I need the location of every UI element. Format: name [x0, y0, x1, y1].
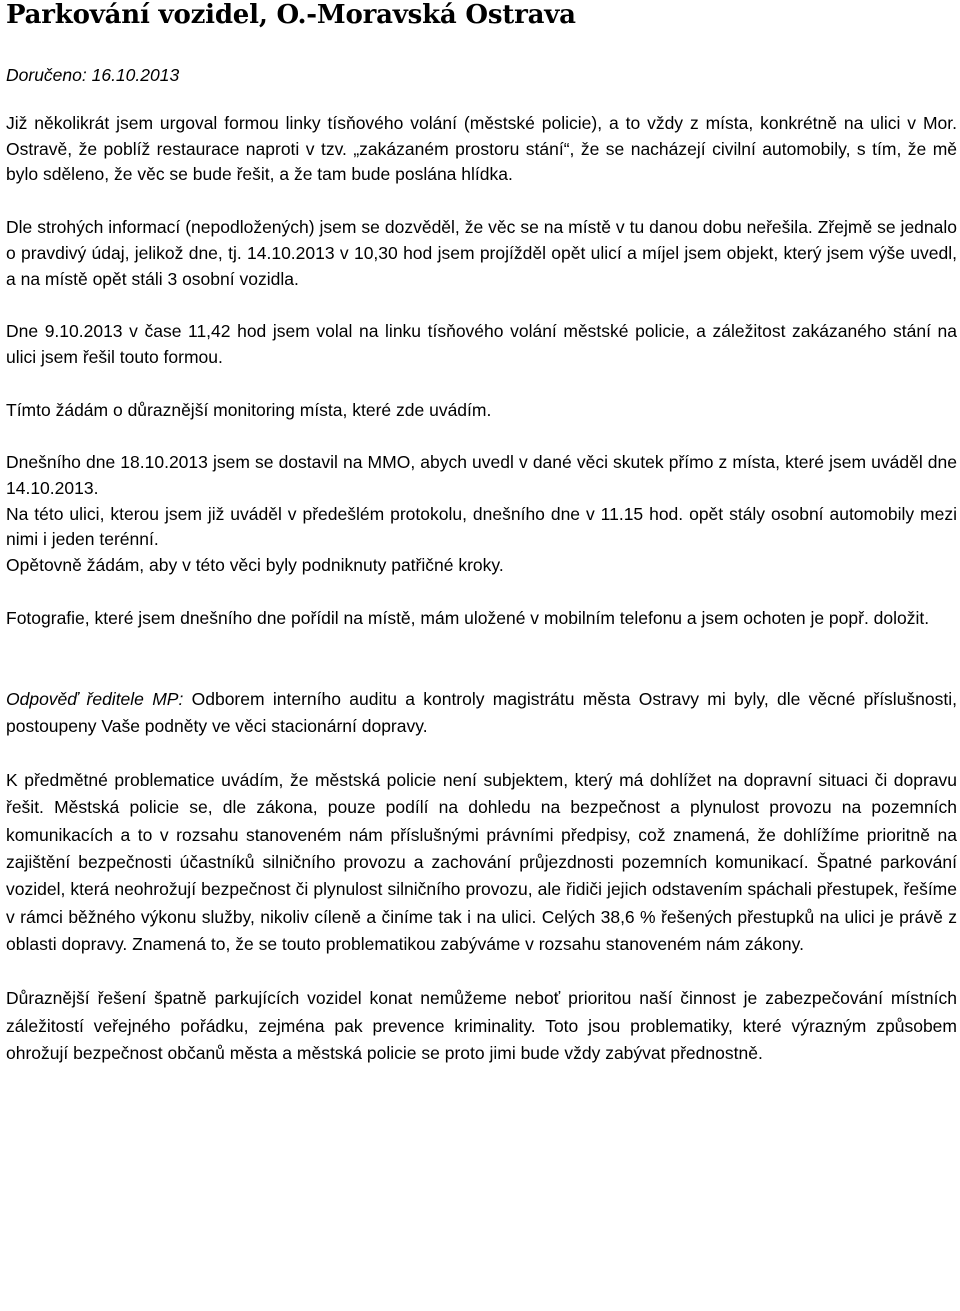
response-paragraph-3: Důraznější řešení špatně parkujících vozidel konat nemůžeme neboť prioritou naší činnost je zabezpečování místních záležitostí veřejného pořádku, zejména pak prevence kriminality. Toto jsou problematiky, které výrazným způsobem ohrožují bezpečnost občanů města a městská policie se proto jimi bude vždy zabývat přednostně. — [6, 988, 957, 1063]
delivered-date: Doručeno: 16.10.2013 — [6, 65, 180, 85]
document-title: Parkování vozidel, O.-Moravská Ostrava — [6, 0, 576, 30]
complaint-paragraph-6: Na této ulici, kterou jsem již uváděl v předešlém protokolu, dnešního dne v 11.15 hod. opět stály osobní automobily mezi nimi i jeden terénní. — [6, 503, 957, 550]
response-paragraph-1 — [6, 686, 957, 741]
response-paragraph-2: K předmětné problematice uvádím, že městská policie není subjektem, který má dohlížet na dopravní situaci či dopravu řešit. Městská policie se, dle zákona, pouze podílí na dohledu na bezpečnost a plynulost provozu na pozemních komunikacích a to v rozsahu stanoveném nám příslušnými právními předpisy, což znamená, že dohlížíme prioritně na zajištění bezpečnosti účastníků silničního provozu a zachování průjezdnosti pozemních komunikací. Špatné parkování vozidel, která neohrožují bezpečnost či plynulost silničního provozu, ale řidiči jejich odstavením spáchali přestupek, řešíme v rámci běžného výkonu služby, nikoliv cíleně a činíme tak i na ulici. Celých 38,6 % řešených přestupků na ulici je právě z oblasti dopravy. Znamená to, že se touto problematikou zabýváme v rozsahu stanoveném nám zákony. — [6, 770, 957, 954]
complaint-paragraph-3: Dne 9.10.2013 v čase 11,42 hod jsem volal na linku tísňového volání městské policie, a záležitost zakázaného stání na ulici jsem řešil touto formou. — [6, 321, 957, 367]
complaint-paragraph-8: Fotografie, které jsem dnešního dne pořídil na místě, mám uložené v mobilním telefonu a jsem ochoten je popř. doložit. — [6, 607, 930, 628]
complaint-paragraph-1: Již několikrát jsem urgoval formou linky tísňového volání (městské policie), a to vždy z místa, konkrétně na ulici v Mor. Ostravě, že poblíž restaurace naproti v tzv. „zakázaném prostoru stání“, že se nacházejí civilní automobily, s tím, že mě bylo sděleno, že věc se bude řešit, a že tam bude poslána hlídka. — [6, 113, 957, 185]
response-section — [6, 686, 957, 1068]
complaint-paragraph-4: Tímto žádám o důraznější monitoring místa, které zde uvádím. — [6, 399, 492, 420]
response-lead: Odpověď ředitele MP: — [6, 688, 184, 709]
complaint-section — [6, 111, 957, 632]
complaint-paragraph-5: Dnešního dne 18.10.2013 jsem se dostavil na MMO, abych uvedl v dané věci skutek přímo z místa, které jsem uváděl dne 14.10.2013. — [6, 452, 957, 499]
complaint-paragraph-7: Opětovně žádám, aby v této věci byly podniknuty patřičné kroky. — [6, 555, 504, 576]
response-paragraph-1-text: Odborem interního auditu a kontroly magistrátu města Ostravy mi byly, dle věcné příslušnosti, postoupeny Vaše podněty ve věci stacionární dopravy. — [6, 688, 958, 736]
complaint-paragraph-2: Dle strohých informací (nepodložených) jsem se dozvěděl, že věc se na místě v tu danou dobu neřešila. Zřejmě se jednalo o pravdivý údaj, jelikož dne, tj. 14.10.2013 v 10,30 hod jsem projížděl opět ulicí a míjel jsem objekt, který jsem výše uvedl, a na místě opět stáli 3 osobní vozidla. — [6, 217, 957, 289]
